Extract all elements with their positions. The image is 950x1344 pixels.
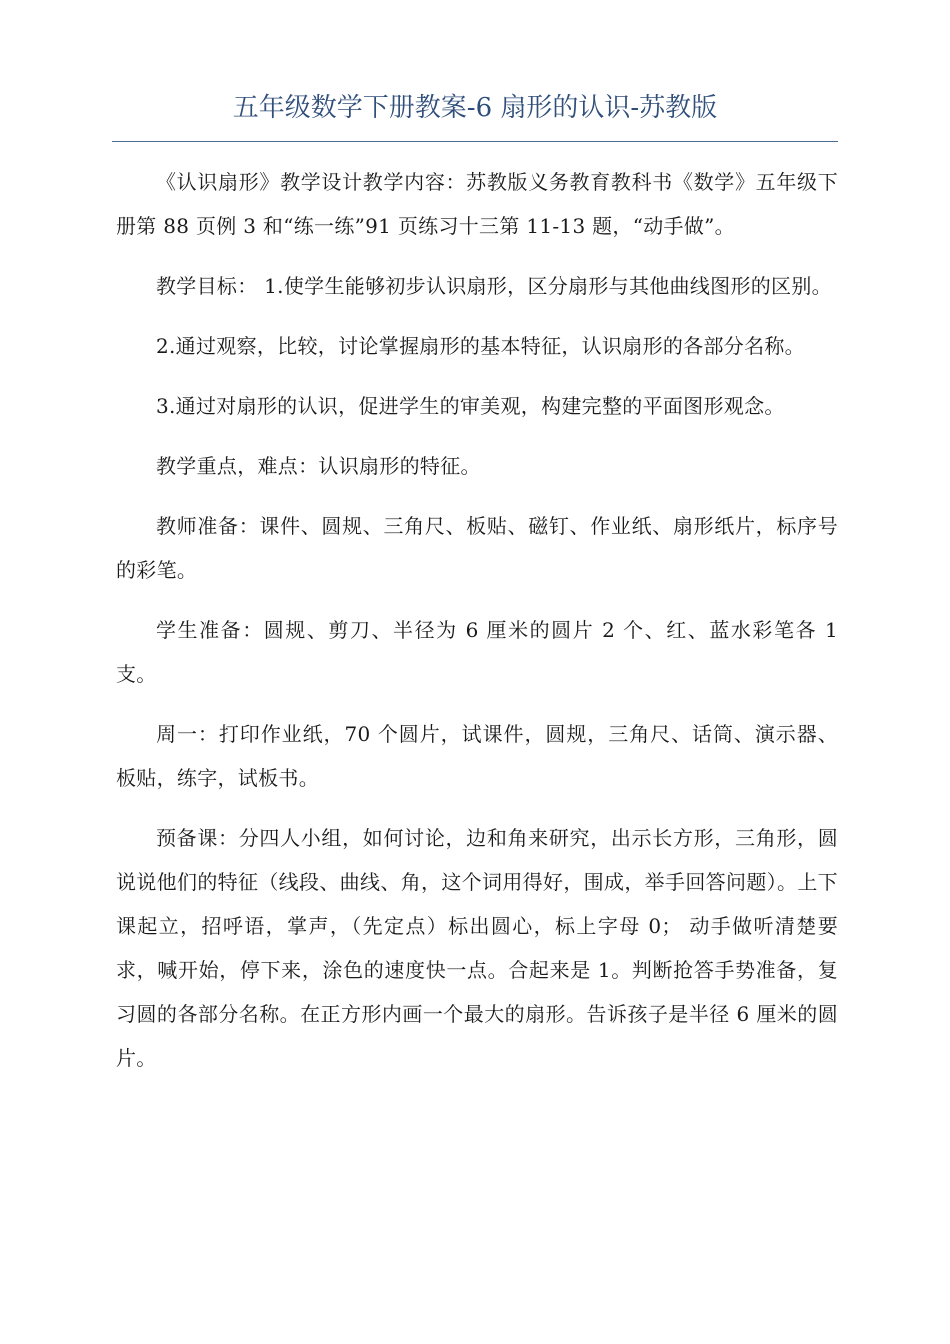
document-title: 五年级数学下册教案-6 扇形的认识-苏教版 — [232, 93, 718, 123]
paragraph-teaching-goal-3: 3.通过对扇形的认识，促进学生的审美观，构建完整的平面图形观念。 — [156, 394, 785, 418]
paragraph-monday-tasks: 周一：打印作业纸，70 个圆片，试课件，圆规，三角尺、话筒、演示器、板贴，练字，试板书。 — [116, 722, 838, 790]
document-body — [116, 160, 838, 1080]
paragraph-key-points: 教学重点，难点：认识扇形的特征。 — [156, 454, 481, 478]
paragraph-student-preparation: 学生准备：圆规、剪刀、半径为 6 厘米的圆片 2 个、红、蓝水彩笔各 1 支。 — [116, 618, 838, 686]
title-divider — [112, 141, 838, 142]
paragraph-teacher-preparation: 教师准备：课件、圆规、三角尺、板贴、磁钉、作业纸、扇形纸片，标序号的彩笔。 — [116, 514, 838, 582]
paragraph-teaching-goal-1: 教学目标： 1.使学生能够初步认识扇形，区分扇形与其他曲线图形的区别。 — [156, 274, 832, 298]
paragraph-preparatory-lesson: 预备课：分四人小组，如何讨论，边和角来研究，出示长方形，三角形，圆说说他们的特征（线段、曲线、角，这个词用得好，围成，举手回答问题）。上下课起立，招呼语，掌声，（先定点）标出圆心，标上字母 0； 动手做听清楚要求，喊开始，停下来，涂色的速度快一点。合起来是 1。判断抢答手势准备，复习圆的各部分名称。在正方形内画一个最大的扇形。告诉孩子是半径 6 厘米的圆片。 — [116, 826, 838, 1070]
paragraph-teaching-goal-2: 2.通过观察，比较，讨论掌握扇形的基本特征，认识扇形的各部分名称。 — [156, 334, 805, 358]
paragraph-teaching-content: 《认识扇形》教学设计教学内容：苏教版义务教育教科书《数学》五年级下册第 88 页例 3 和“练一练”91 页练习十三第 11-13 题，“动手做”。 — [116, 170, 838, 238]
